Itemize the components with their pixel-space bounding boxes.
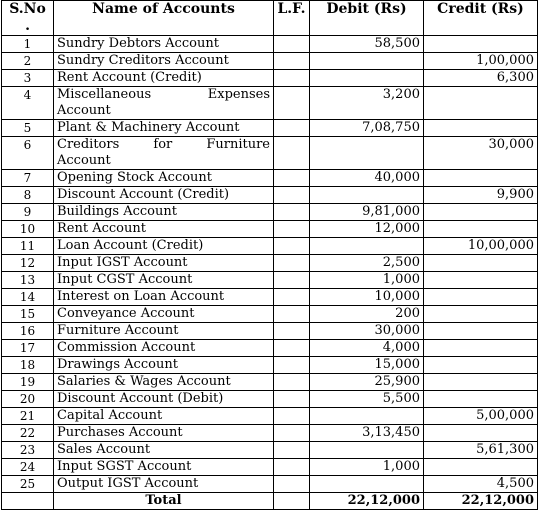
cell-sno: 3 [2,70,54,87]
cell-sno: 8 [2,187,54,204]
cell-name: Sundry Debtors Account [54,36,274,53]
cell-credit: 4,500 [424,476,538,493]
total-credit: 22,12,000 [424,493,538,510]
cell-name: Purchases Account [54,425,274,442]
cell-lf [274,221,310,238]
cell-debit [310,476,424,493]
cell-debit [310,137,424,170]
total-row [2,493,538,510]
cell-sno: 22 [2,425,54,442]
cell-name: Discount Account (Credit) [54,187,274,204]
cell-lf [274,425,310,442]
cell-sno: 11 [2,238,54,255]
cell-credit [424,425,538,442]
cell-lf [274,374,310,391]
cell-name: Discount Account (Debit) [54,391,274,408]
cell-lf [274,476,310,493]
table-row [2,70,538,87]
cell-debit: 58,500 [310,36,424,53]
table-row [2,120,538,137]
cell-name-line2: Account [57,153,111,168]
cell-name: Interest on Loan Account [54,289,274,306]
cell-debit [310,70,424,87]
cell-lf [274,137,310,170]
cell-debit: 200 [310,306,424,323]
cell-name: Rent Account [54,221,274,238]
cell-debit [310,53,424,70]
total-sno-cell [2,493,54,510]
cell-lf [274,408,310,425]
cell-debit: 5,500 [310,391,424,408]
cell-credit: 9,900 [424,187,538,204]
table-row [2,221,538,238]
table-row [2,53,538,70]
cell-lf [274,53,310,70]
cell-debit: 7,08,750 [310,120,424,137]
cell-name: Output IGST Account [54,476,274,493]
trial-balance-table [1,0,538,510]
header-name: Name of Accounts [54,1,274,36]
header-debit: Debit (Rs) [310,1,424,36]
cell-lf [274,204,310,221]
total-label: Total [54,493,274,510]
cell-name: Furniture Account [54,323,274,340]
cell-sno: 13 [2,272,54,289]
cell-credit [424,170,538,187]
cell-name: Opening Stock Account [54,170,274,187]
table-row [2,357,538,374]
cell-name: Input IGST Account [54,255,274,272]
cell-sno: 2 [2,53,54,70]
cell-credit [424,87,538,120]
cell-sno: 23 [2,442,54,459]
cell-credit [424,357,538,374]
cell-sno: 10 [2,221,54,238]
cell-lf [274,255,310,272]
cell-name: Conveyance Account [54,306,274,323]
cell-name-line1: Miscellaneous Expenses [57,87,270,102]
cell-name: Capital Account [54,408,274,425]
cell-lf [274,323,310,340]
cell-debit: 1,000 [310,272,424,289]
cell-name: Loan Account (Credit) [54,238,274,255]
cell-credit [424,306,538,323]
cell-debit: 1,000 [310,459,424,476]
cell-lf [274,187,310,204]
cell-name: Input SGST Account [54,459,274,476]
table-row [2,36,538,53]
cell-debit: 4,000 [310,340,424,357]
cell-credit [424,272,538,289]
table-row [2,306,538,323]
cell-debit: 10,000 [310,289,424,306]
table-row [2,187,538,204]
cell-lf [274,120,310,137]
cell-name: Input CGST Account [54,272,274,289]
table-row [2,170,538,187]
table-row [2,442,538,459]
cell-sno: 20 [2,391,54,408]
cell-name-line1: Creditors for Furniture [57,137,270,152]
cell-lf [274,36,310,53]
cell-debit: 3,200 [310,87,424,120]
cell-sno: 21 [2,408,54,425]
cell-sno: 7 [2,170,54,187]
cell-debit [310,238,424,255]
cell-credit [424,204,538,221]
table-row [2,340,538,357]
cell-lf [274,340,310,357]
header-sno: S.No . [2,1,54,36]
table-row [2,289,538,306]
cell-sno: 15 [2,306,54,323]
cell-lf [274,306,310,323]
cell-sno: 18 [2,357,54,374]
cell-lf [274,272,310,289]
cell-sno: 1 [2,36,54,53]
cell-debit [310,408,424,425]
cell-debit: 2,500 [310,255,424,272]
cell-credit: 5,61,300 [424,442,538,459]
cell-lf [274,357,310,374]
cell-name [54,137,274,170]
cell-sno: 12 [2,255,54,272]
cell-lf [274,170,310,187]
cell-credit: 10,00,000 [424,238,538,255]
cell-debit [310,187,424,204]
cell-name: Sales Account [54,442,274,459]
total-debit: 22,12,000 [310,493,424,510]
cell-debit: 9,81,000 [310,204,424,221]
cell-debit: 25,900 [310,374,424,391]
header-credit: Credit (Rs) [424,1,538,36]
cell-name: Drawings Account [54,357,274,374]
cell-name [54,87,274,120]
cell-name: Commission Account [54,340,274,357]
table-row [2,137,538,170]
cell-lf [274,391,310,408]
cell-credit [424,289,538,306]
header-lf: L.F. [274,1,310,36]
cell-name-line2: Account [57,103,111,118]
table-row [2,238,538,255]
cell-name: Salaries & Wages Account [54,374,274,391]
cell-credit [424,374,538,391]
table-row [2,408,538,425]
total-lf-cell [274,493,310,510]
table-row [2,272,538,289]
cell-lf [274,442,310,459]
cell-sno: 17 [2,340,54,357]
cell-name: Plant & Machinery Account [54,120,274,137]
table-row [2,323,538,340]
cell-credit [424,323,538,340]
cell-lf [274,87,310,120]
cell-credit [424,340,538,357]
cell-credit [424,391,538,408]
header-row [2,1,538,36]
cell-credit [424,255,538,272]
cell-debit: 3,13,450 [310,425,424,442]
cell-credit [424,459,538,476]
cell-credit: 6,300 [424,70,538,87]
cell-debit: 30,000 [310,323,424,340]
cell-debit [310,442,424,459]
cell-sno: 24 [2,459,54,476]
cell-sno: 25 [2,476,54,493]
cell-sno: 14 [2,289,54,306]
cell-lf [274,459,310,476]
table-row [2,374,538,391]
cell-sno: 5 [2,120,54,137]
table-row [2,425,538,442]
cell-credit: 5,00,000 [424,408,538,425]
cell-credit [424,120,538,137]
cell-name: Rent Account (Credit) [54,70,274,87]
cell-credit [424,36,538,53]
cell-debit: 15,000 [310,357,424,374]
table-row [2,391,538,408]
cell-credit: 1,00,000 [424,53,538,70]
table-row [2,87,538,120]
cell-name: Sundry Creditors Account [54,53,274,70]
table-row [2,476,538,493]
cell-name: Buildings Account [54,204,274,221]
cell-sno: 9 [2,204,54,221]
cell-debit: 40,000 [310,170,424,187]
table-row [2,204,538,221]
table-row [2,255,538,272]
cell-sno: 4 [2,87,54,120]
cell-sno: 6 [2,137,54,170]
cell-lf [274,238,310,255]
cell-sno: 16 [2,323,54,340]
cell-lf [274,289,310,306]
cell-credit [424,221,538,238]
table-row [2,459,538,476]
cell-lf [274,70,310,87]
cell-debit: 12,000 [310,221,424,238]
cell-credit: 30,000 [424,137,538,170]
cell-sno: 19 [2,374,54,391]
